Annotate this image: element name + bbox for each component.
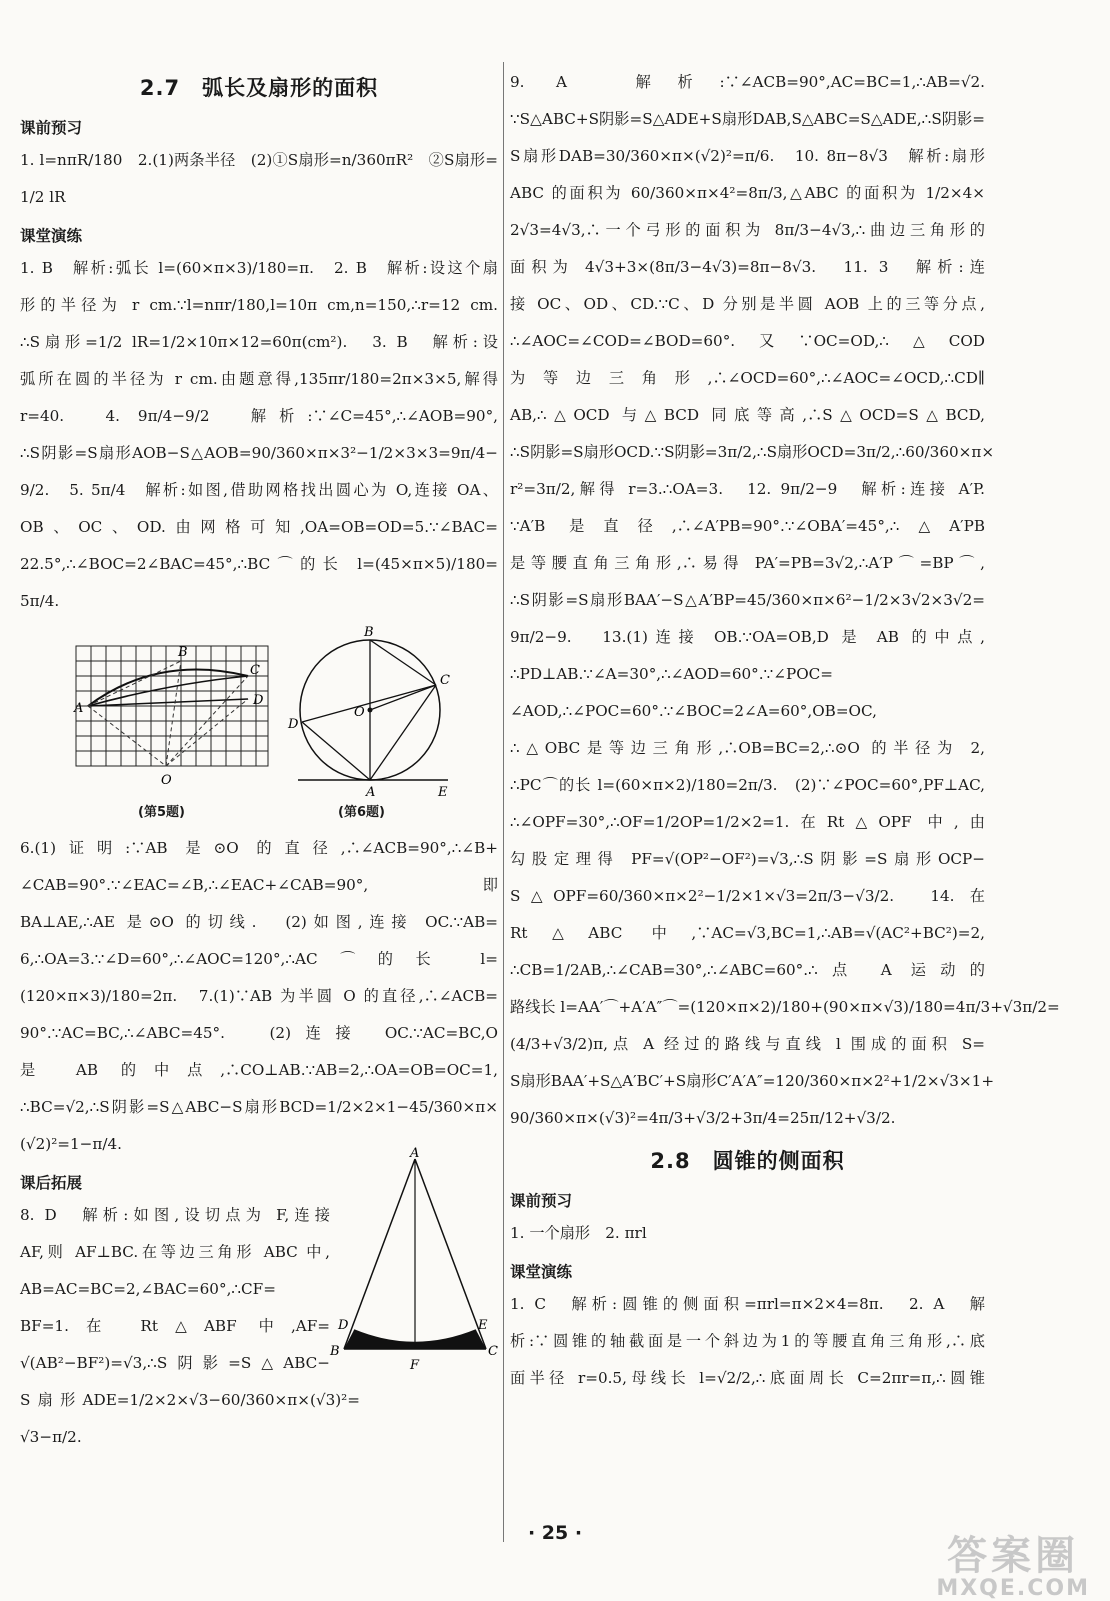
fig6-label-b: B — [364, 625, 374, 640]
text-line: Rt△ABC 中,∵AC=√3,BC=1,∴AB=√(AC²+BC²)=2, — [510, 924, 985, 942]
watermark-cn: 答案圈 — [947, 1533, 1080, 1579]
text-line: 勾股定理得 PF=√(OP²−OF²)=√3,∴S阴影=S扇形OCP− — [510, 850, 985, 868]
text-line: ∠AOD,∴∠POC=60°.∵∠BOC=2∠A=60°,OB=OC, — [510, 702, 877, 720]
fig8-label-e: E — [478, 1318, 488, 1333]
text-line: S△OPF=60/360×π×2²−1/2×1×√3=2π/3−√3/2. 14. 在 — [510, 887, 985, 905]
figure-6-circle — [288, 610, 478, 800]
text-line: √3−π/2. — [20, 1428, 82, 1446]
fig5-label-o: O — [161, 773, 172, 788]
text-line: BF=1.在 Rt△ABF 中,AF= — [20, 1317, 330, 1335]
text-line: AB=AC=BC=2,∠BAC=60°,∴CF= — [20, 1280, 276, 1298]
text-line: ∴∠AOC=∠COD=∠BOD=60°.又∵OC=OD,∴△COD — [510, 332, 985, 350]
text-line: 8. D 解析:如图,设切点为 F,连接 — [20, 1206, 330, 1224]
column-divider — [503, 62, 504, 1542]
extension-heading: 课后拓展 — [20, 1174, 83, 1192]
text-line: 1. 一个扇形 2. πrl — [510, 1224, 647, 1242]
text-line: 1. C 解析:圆锥的侧面积=πrl=π×2×4=8π. 2. A 解 — [510, 1295, 985, 1313]
fig5-label-d: D — [253, 693, 264, 708]
fig8-label-c: C — [488, 1344, 498, 1359]
text-line: (4/3+√3/2)π,点 A 经过的路线与直线 l 围成的面积 S= — [510, 1035, 985, 1053]
text-line: S扇形ADE=1/2×2×√3−60/360×π×(√3)²= — [20, 1391, 360, 1409]
text-line: 弧所在圆的半径为 r cm.由题意得,135πr/180=2π×3×5,解得 — [20, 370, 498, 388]
practice-block — [20, 250, 498, 620]
text-line: 接 OC、OD、CD.∵C、D 分别是半圆 AOB 上的三等分点, — [510, 295, 985, 313]
text-line: 析:∵圆锥的轴截面是一个斜边为1的等腰直角三角形,∴底 — [510, 1332, 985, 1350]
text-line: 90/360×π×(√3)²=4π/3+√3/2+3π/4=25π/12+√3/2. — [510, 1109, 896, 1127]
figure-5-grid-arc — [68, 634, 278, 799]
text-line: ∴PC⌒的长 l=(60×π×2)/180=2π/3. (2)∵∠POC=60°,PF⊥AC, — [510, 776, 985, 794]
text-line: 1/2 lR — [20, 188, 66, 206]
text-line: ∴∠OPF=30°,∴OF=1/2OP=1/2×2=1.在Rt△OPF 中,由 — [510, 813, 985, 831]
page-number: · 25 · — [527, 1522, 583, 1544]
text-line: ∴S阴影=S扇形OCD.∵S阴影=3π/2,∴S扇形OCD=3π/2,∴60/360×π× — [510, 443, 995, 461]
text-line: 6.(1)证明:∵AB 是⊙O 的直径,∴∠ACB=90°,∴∠B+ — [20, 839, 498, 857]
right-column — [510, 64, 1060, 1397]
text-line: ∴PD⊥AB.∵∠A=30°,∴∠AOD=60°.∵∠POC= — [510, 665, 833, 683]
text-line: 9π/2−9. 13.(1)连接 OB.∵OA=OB,D 是 AB 的中点, — [510, 628, 985, 646]
left-column — [20, 64, 498, 1456]
text-line: (√2)²=1−π/4. — [20, 1135, 122, 1153]
text-line: ∴△OBC是等边三角形,∴OB=BC=2,∴⊙O 的半径为 2, — [510, 739, 985, 757]
fig8-label-a: A — [410, 1146, 420, 1161]
text-line: BA⊥AE,∴AE 是⊙O 的切线. (2)如图,连接 OC.∵AB= — [20, 913, 498, 931]
fig6-label-c: C — [440, 673, 450, 688]
practice-heading-2-8: 课堂演练 — [510, 1263, 573, 1281]
section-2-8-title: 2.8 圆锥的侧面积 — [650, 1149, 845, 1173]
text-line: AF,则 AF⊥BC.在等边三角形 ABC 中, — [20, 1243, 330, 1261]
fig5-label-c: C — [250, 663, 260, 678]
text-line: ∴S扇形=1/2 lR=1/2×10π×12=60π(cm²). 3. B 解析:设 — [20, 333, 498, 351]
text-line: (120×π×3)/180=2π. 7.(1)∵AB 为半圆 O 的直径,∴∠ACB= — [20, 987, 498, 1005]
text-line: ∵S△ABC+S阴影=S△ADE+S扇形DAB,S△ABC=S△ADE,∴S阴影= — [510, 110, 985, 128]
text-line: 6,∴OA=3.∵∠D=60°,∴∠AOC=120°,∴AC⌒的长 l= — [20, 950, 498, 968]
preview-block — [20, 142, 498, 216]
fig8-label-d: D — [338, 1318, 349, 1333]
fig5-label-b: B — [178, 645, 188, 660]
fig5-label-a: A — [74, 701, 84, 716]
text-line: ∴S阴影=S扇形AOB−S△AOB=90/360×π×3²−1/2×3×3=9π/4− — [20, 444, 498, 462]
fig8-label-f: F — [410, 1358, 420, 1373]
text-line: 9. A 解析:∵∠ACB=90°,AC=BC=1,∴AB=√2. — [510, 73, 985, 91]
section-2-7-title: 2.7 弧长及扇形的面积 — [139, 76, 379, 100]
text-line: 面积为 4√3+3×(8π/3−4√3)=8π−8√3. 11. 3 解析:连 — [510, 258, 985, 276]
text-line: r=40. 4. 9π/4−9/2 解析:∵∠C=45°,∴∠AOB=90°, — [20, 407, 498, 425]
text-line: 路线长 l=AA′⌒+A′A″⌒=(120×π×2)/180+(90×π×√3)/180=4π/3+√3π/2= — [510, 998, 1060, 1016]
fig6-label-e: E — [438, 785, 448, 800]
text-line: S扇形DAB=30/360×π×(√2)²=π/6. 10. 8π−8√3 解析:扇形 — [510, 147, 985, 165]
figures-5-6 — [20, 626, 498, 826]
text-line: 90°.∵AC=BC,∴∠ABC=45°. (2)连接 OC.∵AC=BC,O — [20, 1024, 498, 1042]
text-line: ∴CB=1/2AB,∴∠CAB=30°,∴∠ABC=60°.∴点 A 运动的 — [510, 961, 985, 979]
text-line: ABC 的面积为 60/360×π×4²=8π/3,△ABC 的面积为 1/2×4× — [510, 184, 985, 202]
text-line: ∠CAB=90°.∵∠EAC=∠B,∴∠EAC+∠CAB=90°,即 — [20, 876, 498, 894]
solutions-9-14 — [510, 64, 1060, 1137]
practice-heading: 课堂演练 — [20, 227, 83, 245]
fig6-label-o: O — [354, 705, 365, 720]
figure-5-caption: (第5题) — [138, 805, 185, 820]
text-line: 5π/4. — [20, 592, 60, 610]
text-line: 为等边三角形,∴∠OCD=60°,∴∠AOC=∠OCD,∴CD∥ — [510, 369, 985, 387]
text-line: r²=3π/2,解得 r=3.∴OA=3. 12. 9π/2−9 解析:连接 A′P. — [510, 480, 985, 498]
text-line: 22.5°,∴∠BOC=2∠BAC=45°,∴BC⌒的长 l=(45×π×5)/180= — [20, 555, 498, 573]
text-line: 9/2. 5. 5π/4 解析:如图,借助网格找出圆心为 O,连接 OA、 — [20, 481, 498, 499]
watermark — [936, 1535, 1090, 1601]
text-line: 面半径 r=0.5,母线长 l=√2/2,∴底面周长 C=2πr=π,∴圆锥 — [510, 1369, 985, 1387]
text-line: √(AB²−BF²)=√3,∴S阴影=S△ABC− — [20, 1354, 330, 1372]
extension-text — [20, 1197, 330, 1382]
text-line: 1. l=nπR/180 2.(1)两条半径 (2)①S扇形=n/360πR² ②S扇形= — [20, 151, 498, 169]
watermark-en: MXQE.COM — [936, 1576, 1090, 1601]
text-line: S扇形BAA′+S△A′BC′+S扇形C′A′A″=120/360×π×2²+1/2×√3×1+ — [510, 1072, 995, 1090]
preview-heading: 课前预习 — [20, 119, 83, 137]
text-line: 形的半径为 r cm.∵l=nπr/180,l=10π cm,n=150,∴r=12 cm. — [20, 296, 498, 314]
text-line: AB,∴△OCD 与△BCD 同底等高,∴S△OCD=S△BCD, — [510, 406, 985, 424]
text-line: 是 AB 的中点,∴CO⊥AB.∵AB=2,∴OA=OB=OC=1, — [20, 1061, 498, 1079]
text-line: ∵A′B 是直径,∴∠A′PB=90°.∵∠OBA′=45°,∴△A′PB — [510, 517, 985, 535]
preview-heading-2-8: 课前预习 — [510, 1192, 573, 1210]
fig6-label-a: A — [366, 785, 376, 800]
figure-6-caption: (第6题) — [338, 805, 385, 820]
practice-block-b — [20, 830, 498, 1163]
fig8-label-b: B — [330, 1344, 340, 1359]
text-line: ∴S阴影=S扇形BAA′−S△A′BP=45/360×π×6²−1/2×3√2×3√2= — [510, 591, 985, 609]
text-line: 1. B 解析:弧长 l=(60×π×3)/180=π. 2. B 解析:设这个扇 — [20, 259, 498, 277]
text-line: ∴BC=√2,∴S阴影=S△ABC−S扇形BCD=1/2×2×1−45/360×π× — [20, 1098, 498, 1116]
text-line: 是等腰直角三角形,∴易得 PA′=PB=3√2,∴A′P⌒=BP⌒, — [510, 554, 985, 572]
text-line: 2√3=4√3,∴一个弓形的面积为 8π/3−4√3,∴曲边三角形的 — [510, 221, 985, 239]
fig6-label-d: D — [288, 717, 299, 732]
text-line: OB、OC、OD.由网格可知,OA=OB=OD=5.∵∠BAC= — [20, 518, 498, 536]
figure-8-triangle-sector — [330, 1146, 500, 1379]
